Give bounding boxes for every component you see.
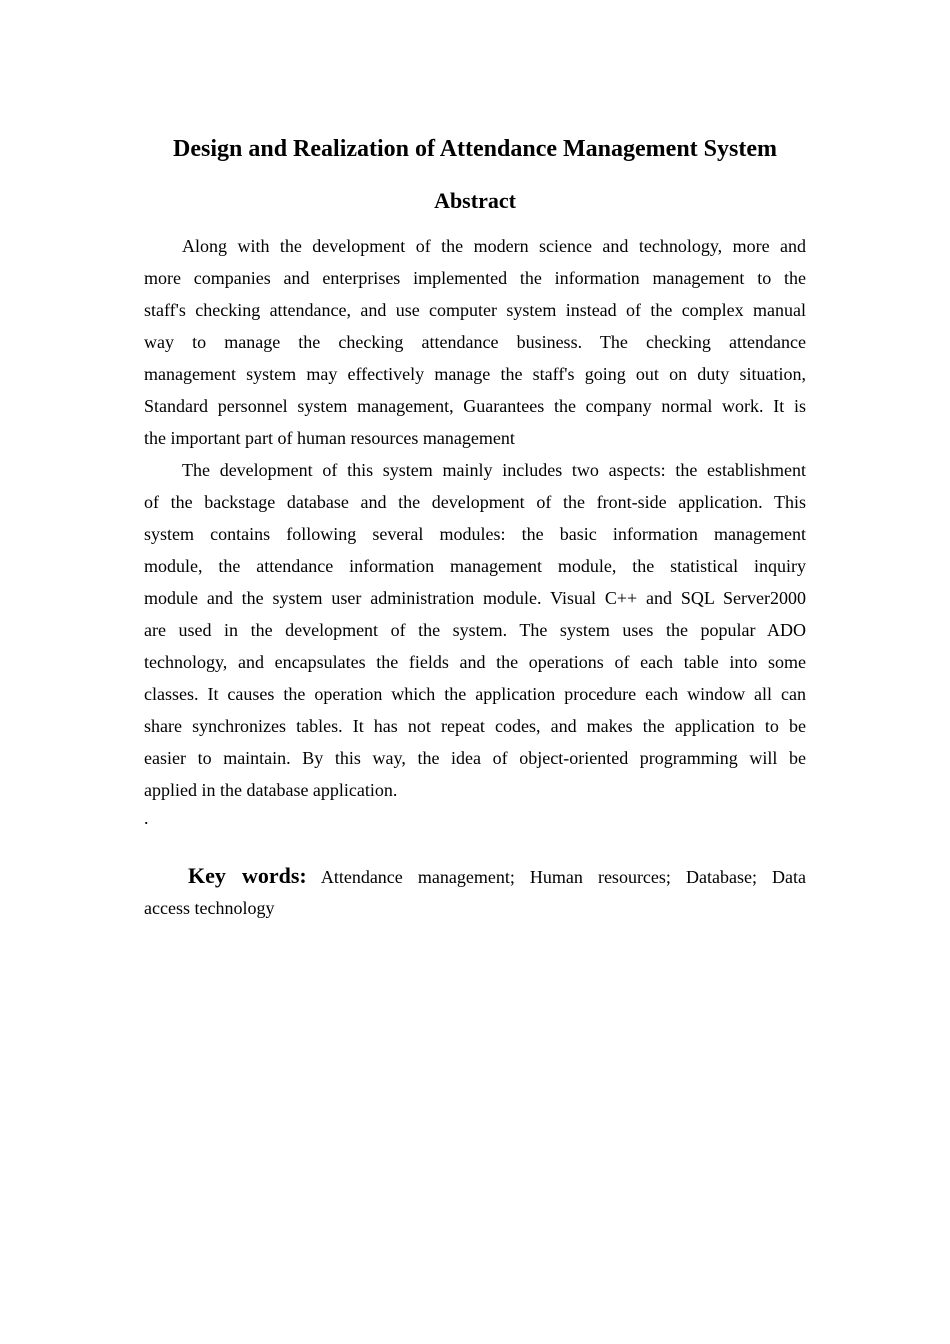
keywords-label: Key words: xyxy=(188,863,307,888)
text-line: technology, and encapsulates the fields and the operations of each table into some xyxy=(144,652,806,672)
document-title: Design and Realization of Attendance Management System xyxy=(173,136,777,162)
keywords xyxy=(144,860,806,924)
text-line: way to manage the checking attendance business. The checking attendance xyxy=(144,332,806,352)
text-line: Along with the development of the modern science and technology, more and xyxy=(182,236,806,256)
text-line: are used in the development of the system. The system uses the popular ADO xyxy=(144,620,806,640)
paragraph-1 xyxy=(144,230,806,454)
text-line: share synchronizes tables. It has not repeat codes, and makes the application to be xyxy=(144,716,806,736)
text-line: The development of this system mainly includes two aspects: the establishment xyxy=(182,460,806,480)
text-line: applied in the database application. xyxy=(144,780,398,800)
stray-dot: . xyxy=(144,808,149,828)
abstract-body xyxy=(144,230,806,924)
text-line: module, the attendance information management module, the statistical inquiry xyxy=(144,556,806,576)
text-line: Standard personnel system management, Guarantees the company normal work. It is xyxy=(144,396,806,416)
paragraph-2 xyxy=(144,454,806,806)
text-line: more companies and enterprises implemented the information management to the xyxy=(144,268,806,288)
abstract-heading: Abstract xyxy=(434,188,516,213)
text-line: of the backstage database and the development of the front-side application. This xyxy=(144,492,806,512)
text-line: module and the system user administration module. Visual C++ and SQL Server2000 xyxy=(144,588,806,608)
text-line: system contains following several modules: the basic information management xyxy=(144,524,806,544)
keywords-line-2: access technology xyxy=(144,898,275,918)
keywords-line-1: Attendance management; Human resources; Database; Data xyxy=(320,867,807,887)
text-line: the important part of human resources management xyxy=(144,428,515,448)
text-line: classes. It causes the operation which the application procedure each window all can xyxy=(144,684,806,704)
text-line: staff's checking attendance, and use computer system instead of the complex manual xyxy=(144,300,806,320)
text-line: easier to maintain. By this way, the idea of object-oriented programming will be xyxy=(144,748,806,768)
text-line: management system may effectively manage the staff's going out on duty situation, xyxy=(144,364,806,384)
